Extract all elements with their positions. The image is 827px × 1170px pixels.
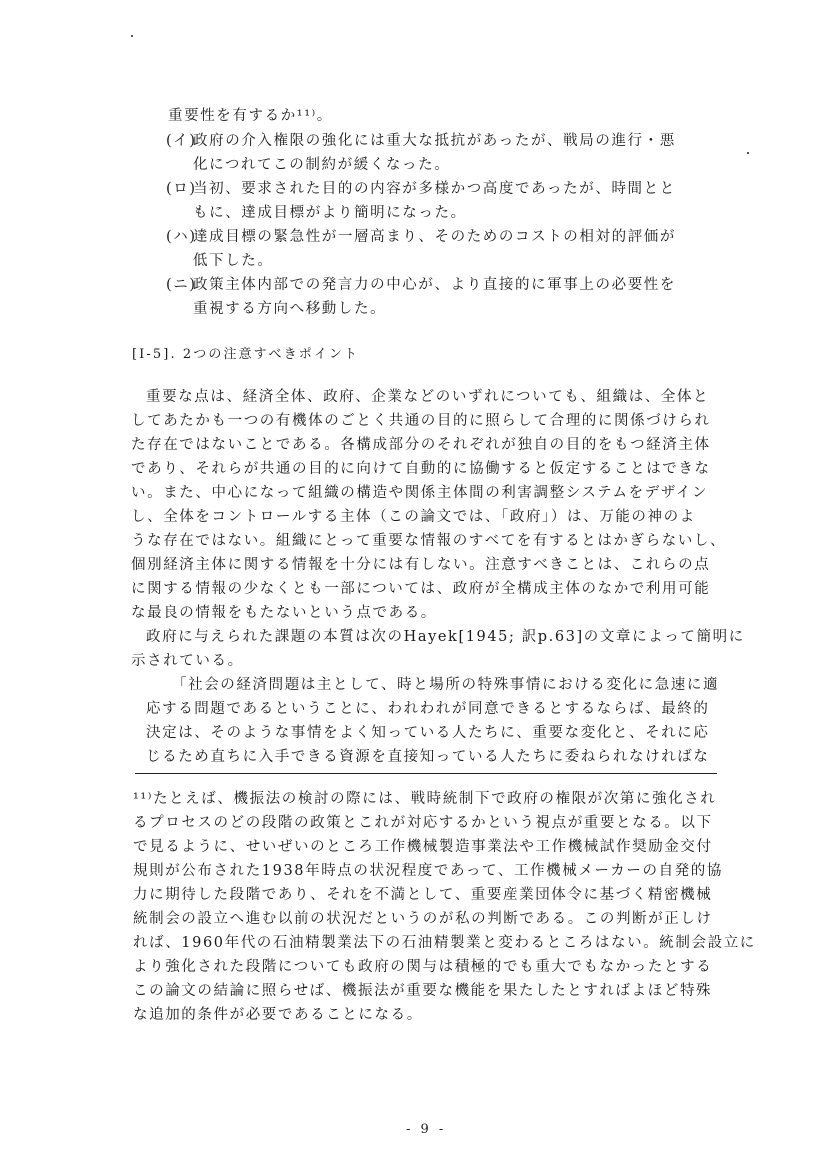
body-line: い。また、中心になって組織の構造や関係主体間の利害調整システムをデザイン bbox=[131, 485, 709, 501]
footnote-line: で見るように、せいぜいのところ工作機械製造事業法や工作機械試作奨励金交付 bbox=[133, 839, 713, 855]
footnote-line: 規則が公布された1938年時点の状況程度であって、工作機械メーカーの自発的協 bbox=[133, 863, 723, 879]
list-item-i-marker: (イ) bbox=[166, 133, 197, 149]
list-item-i-line1: 政府の介入権限の強化には重大な抵抗があったが、戦局の進行・悪 bbox=[193, 133, 676, 149]
list-item-i-line2: 化につれてこの制約が緩くなった。 bbox=[193, 157, 451, 173]
footnote-line: ¹¹⁾たとえば、機振法の検討の際には、戦時統制下で政府の権限が次第に強化され bbox=[133, 791, 717, 807]
quote-line: 応する問題であるということに、われわれが同意できるとするならば、最終的 bbox=[146, 701, 710, 717]
footnote-separator bbox=[135, 773, 717, 774]
list-item-ni-line1: 政策主体内部での発言力の中心が、より直接的に軍事上の必要性を bbox=[193, 277, 676, 293]
list-item-ha-line2: 低下した。 bbox=[193, 253, 274, 269]
body-line: 示されている。 bbox=[131, 653, 244, 669]
body-line: 個別経済主体に関する情報を十分には有しない。注意すべきことは、これらの点 bbox=[131, 557, 711, 573]
list-item-ro-line2: もに、達成目標がより簡明になった。 bbox=[193, 205, 467, 221]
section-heading: [I-5]. 2つの注意すべきポイント bbox=[132, 347, 360, 362]
body-line: た存在ではないことである。各構成部分のそれぞれが独自の目的をもつ経済主体 bbox=[131, 437, 711, 453]
footnote-line: 統制会の設立へ進む以前の状況だというのが私の判断である。この判断が正しけ bbox=[133, 911, 713, 927]
body-line: に関する情報の少なくとも一部については、政府が全構成主体のなかで利用可能 bbox=[131, 581, 711, 597]
list-item-ni-line2: 重視する方向へ移動した。 bbox=[193, 301, 387, 317]
footnote-line: な追加的条件が必要であることになる。 bbox=[133, 1007, 423, 1023]
scan-speck bbox=[747, 152, 749, 154]
list-item-ro-line1: 当初、要求された目的の内容が多様かつ高度であったが、時間とと bbox=[193, 181, 676, 197]
body-line: うな存在ではない。組織にとって重要な情報のすべてを有するとはかぎらないし、 bbox=[131, 533, 727, 549]
list-item-ha-line1: 達成目標の緊急性が一層高まり、そのためのコストの相対的評価が bbox=[193, 229, 676, 245]
body-line: 政府に与えられた課題の本質は次のHayek[1945; 訳p.63]の文章によって簡明に bbox=[146, 629, 745, 645]
footnote-line: この論文の結論に照らせば、機振法が重要な機能を果たしたとすればよほど特殊 bbox=[133, 983, 713, 999]
body-line: してあたかも一つの有機体のごとく共通の目的に照らして合理的に関係づけられ bbox=[131, 413, 711, 429]
quote-line: じるため直ちに入手できる資源を直接知っている人たちに委ねられなければな bbox=[146, 749, 710, 765]
body-line: な最良の情報をもたないという点である。 bbox=[131, 605, 437, 621]
footnote-line: より強化された段階についても政府の関与は積極的でも重大でもなかったとする bbox=[133, 959, 713, 975]
footnote-line: 力に期待した段階であり、それを不満として、重要産業団体令に基づく精密機械 bbox=[133, 887, 713, 903]
page-number: - 9 - bbox=[406, 1122, 447, 1137]
quote-line: 「社会の経済問題は主として、時と場所の特殊事情における変化に急速に適 bbox=[172, 677, 720, 693]
quote-line: 決定は、そのような事情をよく知っている人たちに、重要な変化と、それに応 bbox=[146, 725, 710, 741]
footnote-line: れば、1960年代の石油精製業法下の石油精製業と変わるところはない。統制会設立に bbox=[133, 935, 756, 951]
scan-speck bbox=[131, 35, 133, 37]
list-intro: 重要性を有するか¹¹⁾。 bbox=[168, 108, 333, 124]
list-item-ni-marker: (ニ) bbox=[166, 277, 197, 293]
list-item-ha-marker: (ハ) bbox=[166, 229, 197, 245]
list-item-ro-marker: (ロ) bbox=[166, 181, 197, 197]
body-line: であり、それらが共通の目的に向けて自動的に協働すると仮定することはできな bbox=[131, 461, 711, 477]
body-line: し、全体をコントロールする主体（この論文では、「政府」）は、万能の神のよ bbox=[131, 509, 696, 525]
body-line: 重要な点は、経済全体、政府、企業などのいずれについても、組織は、全体と bbox=[146, 389, 710, 405]
footnote-line: るプロセスのどの段階の政策とこれが対応するかという視点が重要となる。以下 bbox=[133, 815, 713, 831]
